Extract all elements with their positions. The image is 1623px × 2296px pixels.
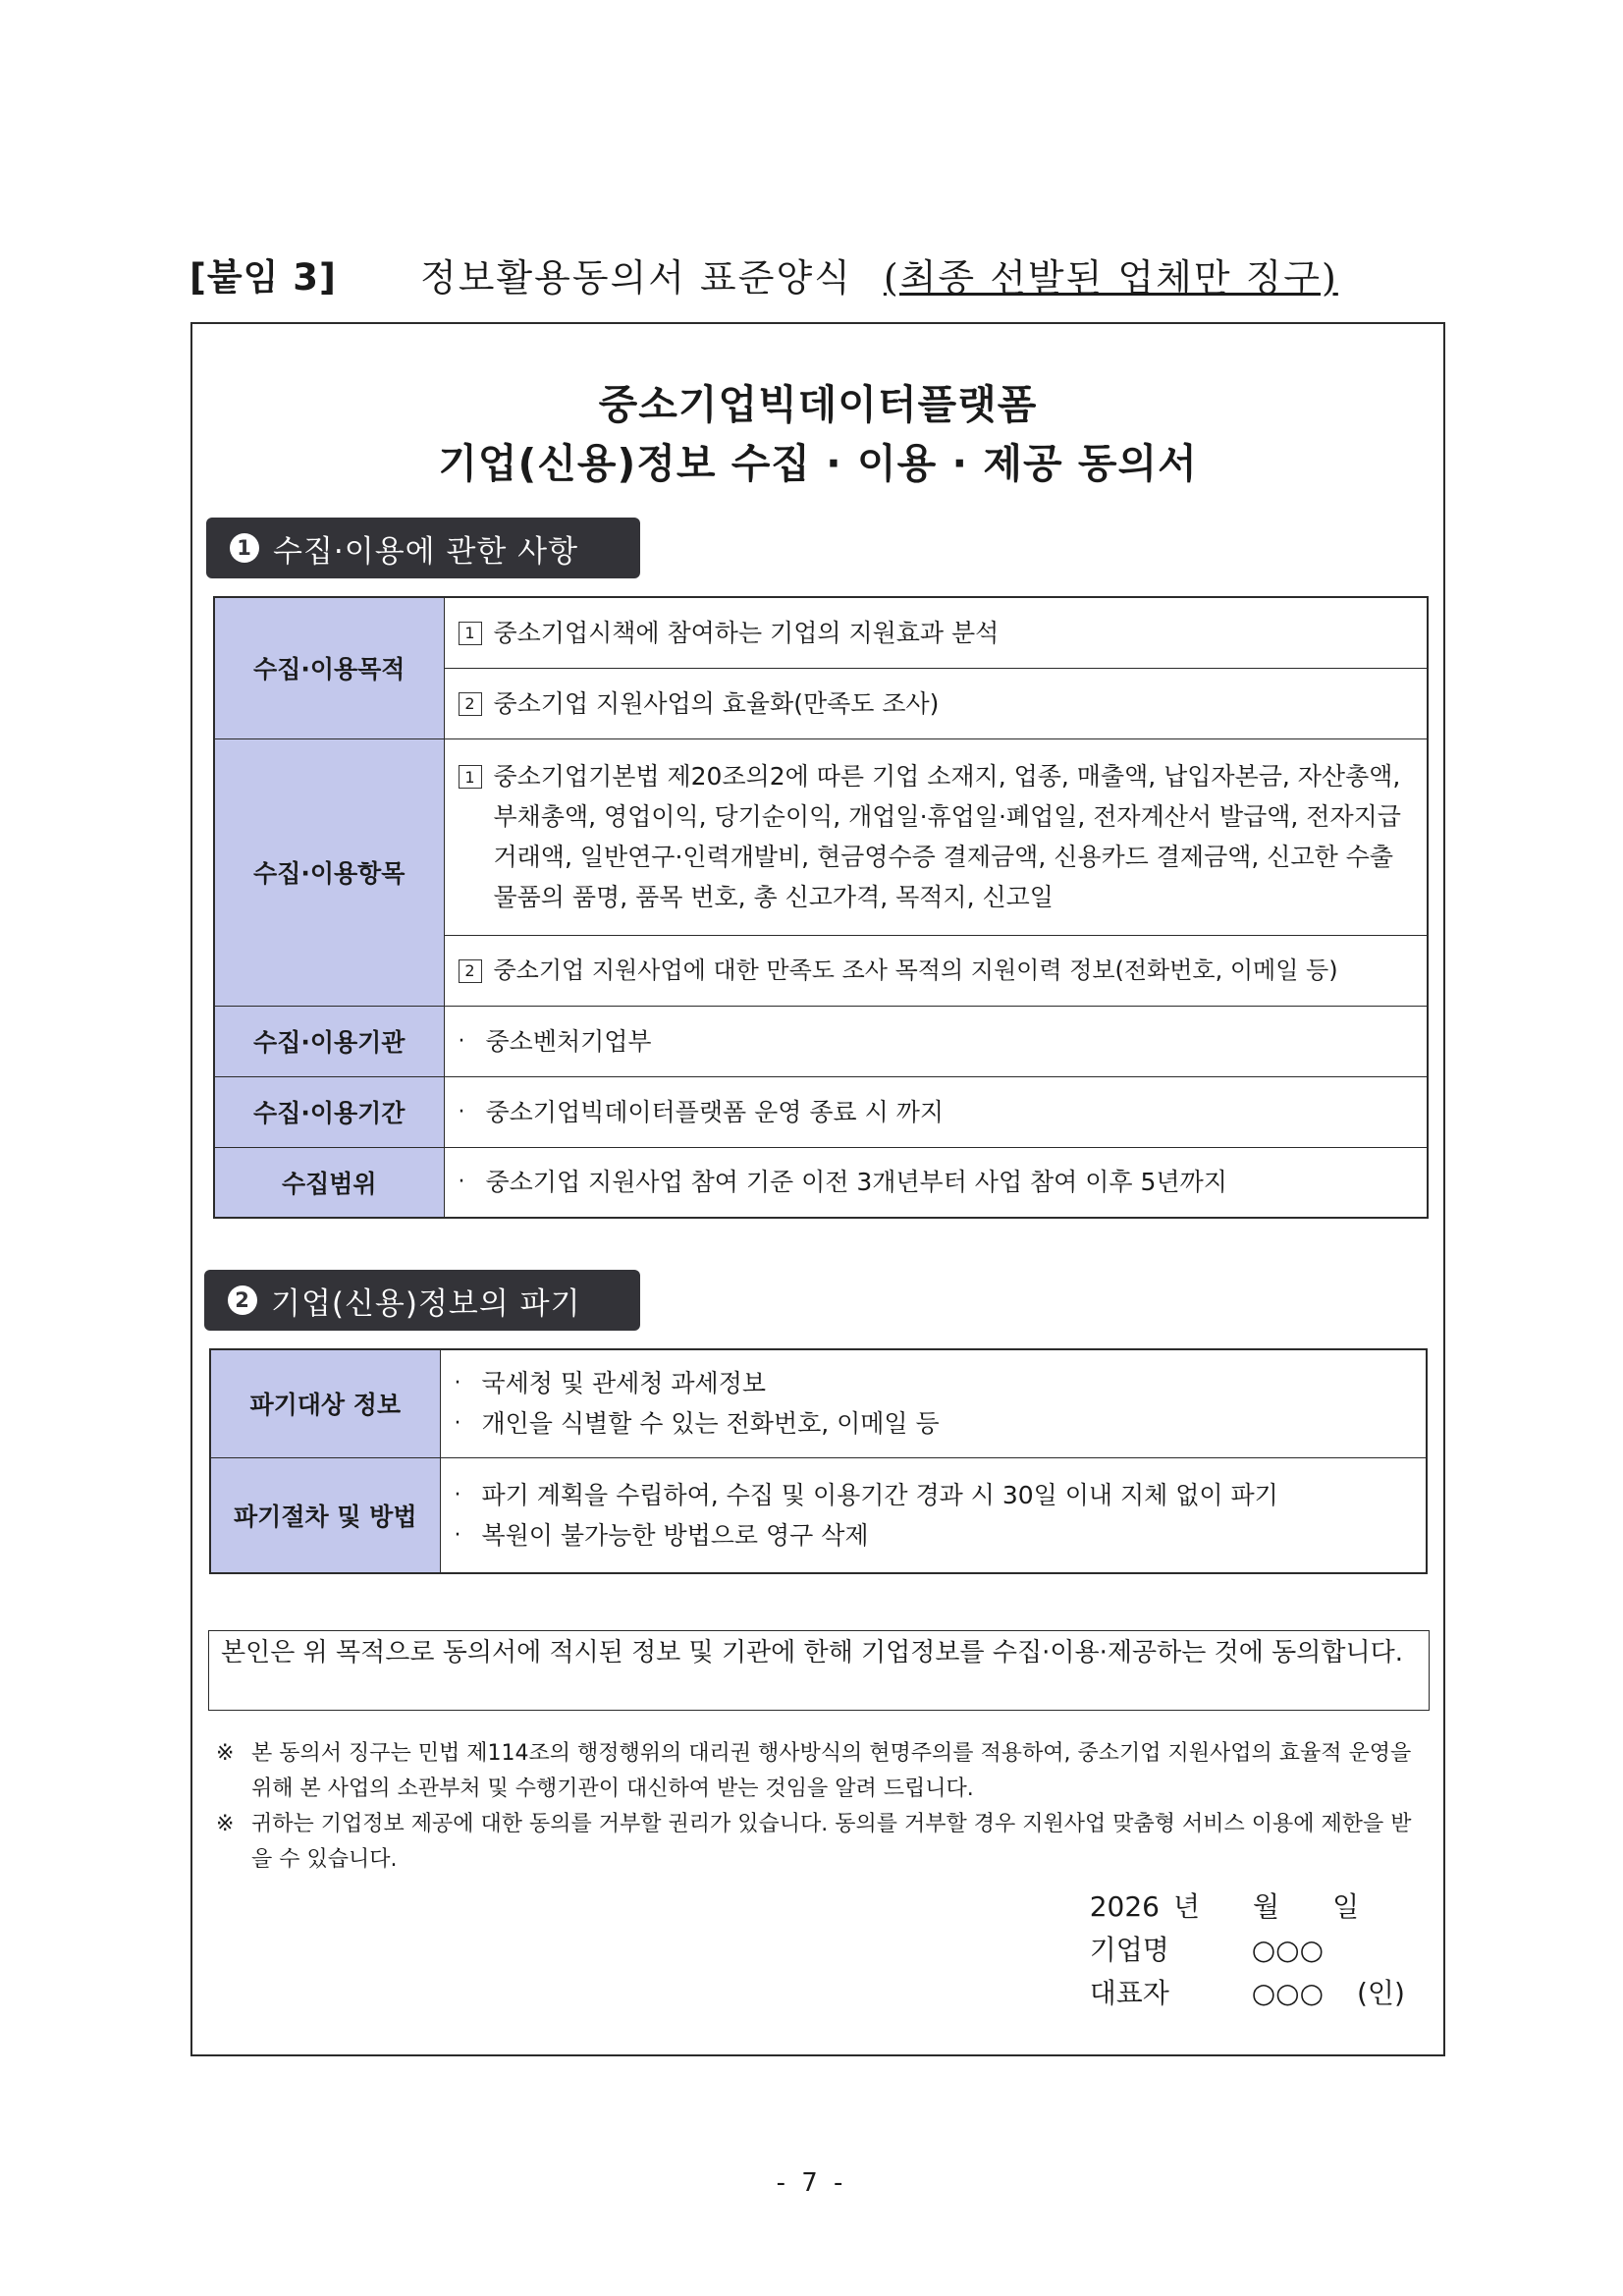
destruction-method-items: · 파기 계획을 수립하여, 수집 및 이용기간 경과 시 30일 이내 지체 없이 파기 · 복원이 불가능한 방법으로 영구 삭제 — [440, 1457, 1427, 1573]
date-line — [1090, 1886, 1406, 1929]
scope-label: 수집범위 — [214, 1147, 444, 1218]
agency-value: · 중소벤처기업부 — [444, 1006, 1428, 1076]
section1-header — [206, 518, 640, 578]
purpose-item-1: 1 중소기업시책에 참여하는 기업의 지원효과 분석 — [444, 597, 1428, 668]
day-unit: 일 — [1332, 1890, 1360, 1923]
notice-item: ※ 본 동의서 징구는 민법 제114조의 행정행위의 대리권 행사방식의 현명주의를 적용하여, 중소기업 지원사업의 효율적 운영을 위해 본 사업의 소관부처 및 수행기관이 대신하여 받는 것임을 알려 드립니다. — [216, 1741, 1412, 1801]
seal-mark: (인) — [1357, 1977, 1405, 2009]
collected-item-1: 1 중소기업기본법 제20조의2에 따른 기업 소재지, 업종, 매출액, 납입자본금, 자산총액, 부채총액, 영업이익, 당기순이익, 개업일·휴업일·폐업일, 전자계산서 발급액, 전자지급 거래액, 일반연구·인력개발비, 현금영수증 결제금액, 신용카드 결제금액, 신고한 수출 물품의 품명, 품목 번호, 총 신고가격, 목적지, 신고일 — [444, 738, 1428, 935]
destruction-target-items: · 국세청 및 관세청 과세정보 · 개인을 식별할 수 있는 전화번호, 이메일 등 — [440, 1349, 1427, 1457]
submission-note: (최종 선발된 업체만 징구) — [883, 255, 1338, 300]
agency-label: 수집·이용기관 — [214, 1006, 444, 1076]
representative-label: 대표자 — [1089, 1977, 1169, 2009]
document-title — [192, 375, 1443, 493]
year-value: 2026 — [1089, 1890, 1160, 1923]
representative-value: ○○○ — [1251, 1977, 1324, 2009]
number-2-icon: 2 — [459, 692, 482, 716]
section1-number-icon: 1 — [230, 533, 259, 563]
section1-title: 수집·이용에 관한 사항 — [273, 533, 579, 570]
section2-header — [204, 1270, 640, 1331]
consent-form-frame — [190, 322, 1445, 2056]
purpose-label: 수집·이용목적 — [214, 597, 444, 738]
notice-list — [216, 1736, 1424, 1878]
collected-item-2: 2 중소기업 지원사업에 대한 만족도 조사 목적의 지원이력 정보(전화번호, 이메일 등) — [444, 935, 1428, 1006]
section2-number-icon: 2 — [228, 1285, 257, 1315]
destruction-method-label: 파기절차 및 방법 — [210, 1457, 440, 1573]
period-label: 수집·이용기간 — [214, 1076, 444, 1147]
number-1-icon: 1 — [459, 765, 482, 789]
number-2-icon: 2 — [459, 959, 482, 983]
purpose-item-2: 2 중소기업 지원사업의 효율화(만족도 조사) — [444, 668, 1428, 738]
signature-block — [1090, 1886, 1406, 2015]
company-value: ○○○ — [1251, 1934, 1324, 1966]
attachment-tag: [붙임 3] — [189, 256, 337, 299]
year-unit: 년 — [1172, 1890, 1201, 1923]
form-type-title: 정보활용동의서 표준양식 — [420, 255, 852, 300]
document-title-line1: 중소기업빅데이터플랫폼 — [598, 381, 1038, 428]
page-number: - 7 - — [776, 2168, 847, 2198]
consent-statement: 본인은 위 목적으로 동의서에 적시된 정보 및 기관에 한해 기업정보를 수집·이용·제공하는 것에 동의합니다. — [208, 1630, 1430, 1711]
page-header — [189, 244, 1446, 304]
document-title-line2: 기업(신용)정보 수집 · 이용 · 제공 동의서 — [438, 440, 1198, 487]
collection-table — [213, 596, 1429, 1219]
period-value: · 중소기업빅데이터플랫폼 운영 종료 시 까지 — [444, 1076, 1428, 1147]
representative-line — [1090, 1972, 1406, 2015]
scope-value: · 중소기업 지원사업 참여 기준 이전 3개년부터 사업 참여 이후 5년까지 — [444, 1147, 1428, 1218]
items-label: 수집·이용항목 — [214, 738, 444, 1006]
month-unit: 월 — [1253, 1890, 1280, 1923]
company-label: 기업명 — [1089, 1934, 1169, 1966]
company-line — [1090, 1929, 1406, 1972]
destruction-target-label: 파기대상 정보 — [210, 1349, 440, 1457]
number-1-icon: 1 — [459, 622, 482, 645]
section2-title: 기업(신용)정보의 파기 — [271, 1285, 581, 1322]
notice-item: ※ 귀하는 기업정보 제공에 대한 동의를 거부할 권리가 있습니다. 동의를 거부할 경우 지원사업 맞춤형 서비스 이용에 제한을 받을 수 있습니다. — [216, 1812, 1412, 1872]
destruction-table — [209, 1348, 1428, 1574]
